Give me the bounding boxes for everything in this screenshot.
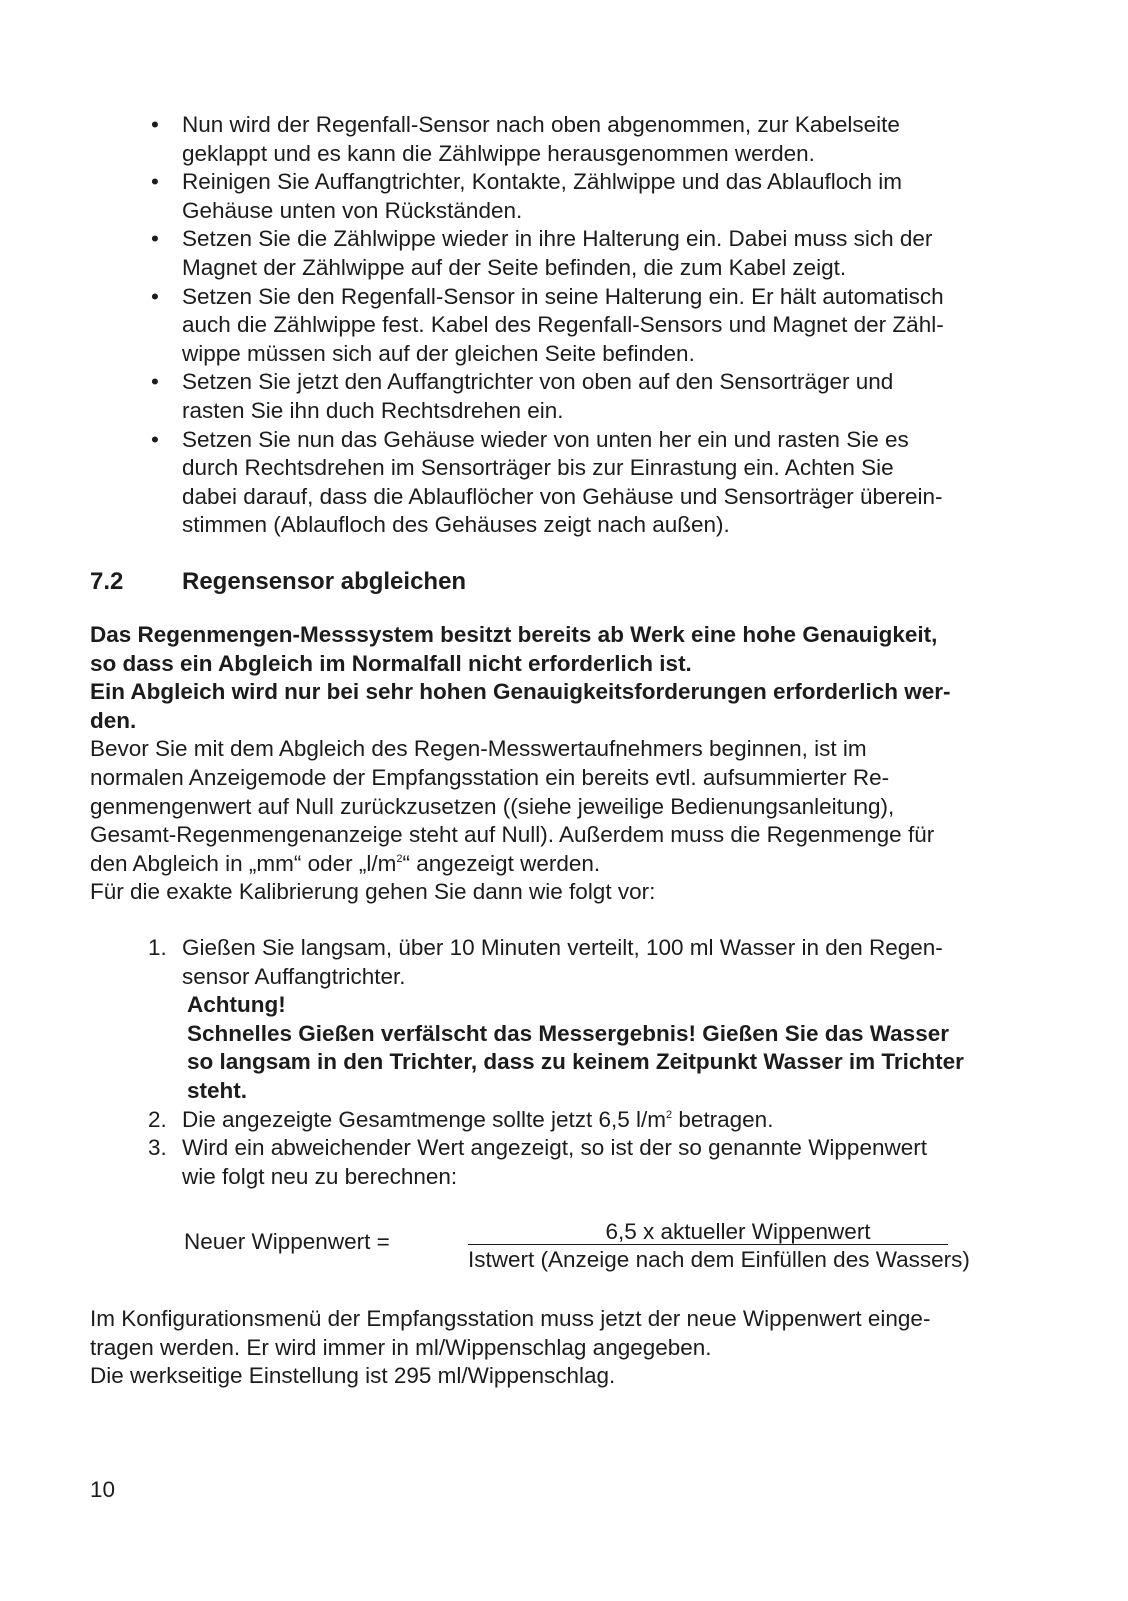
step-line [182, 1106, 1048, 1135]
formula-fraction [468, 1220, 1018, 1275]
warning-line: so langsam in den Trichter, dass zu keinem Zeitpunkt Wasser im Trichter [187, 1049, 964, 1075]
closing-paragraph [90, 1305, 1050, 1391]
superscript-two: 2 [396, 852, 403, 865]
bullet-line: Gehäuse unten von Rückständen. [182, 197, 523, 223]
step-text: Die angezeigte Gesamtmenge sollte jetzt 6,5 l/m [182, 1106, 666, 1132]
intro-line: Für die exakte Kalibrierung gehen Sie dann wie folgt vor: [90, 879, 656, 905]
bullet-symbol: • [151, 369, 159, 395]
closing-line: Die werkseitige Einstellung ist 295 ml/Wippenschlag. [90, 1363, 616, 1389]
bullet-line: geklappt und es kann die Zählwippe herausgenommen werden. [182, 140, 815, 166]
warning-line: Schnelles Gießen verfälscht das Messergebnis! Gießen Sie das Wasser [187, 1020, 949, 1046]
bullet-line: Setzen Sie nun das Gehäuse wieder von unten her ein und rasten Sie es [182, 426, 909, 452]
intro-block [90, 621, 1050, 907]
formula-numerator: 6,5 x aktueller Wippenwert [468, 1220, 948, 1245]
bullet-item [148, 368, 1048, 425]
warning-title: Achtung! [187, 992, 286, 1018]
bullet-line: auch die Zählwippe fest. Kabel des Regenfall-Sensors und Magnet der Zähl- [182, 312, 944, 338]
step-line: sensor Auffangtrichter. [182, 963, 406, 989]
step-line: wie folgt neu zu berechnen: [182, 1163, 458, 1189]
bullet-line: Reinigen Sie Auffangtrichter, Kontakte, Zählwippe und das Ablaufloch im [182, 169, 903, 195]
bullet-item [148, 111, 1048, 168]
closing-line: Im Konfigurationsmenü der Empfangsstation muss jetzt der neue Wippenwert einge- [90, 1306, 931, 1331]
intro-line: Gesamt-Regenmengenanzeige steht auf Null). Außerdem muss die Regenmenge für [90, 822, 935, 848]
bullet-item [148, 168, 1048, 225]
bullet-symbol: • [151, 226, 159, 252]
section-title: Regensensor abgleichen [182, 568, 467, 595]
bullet-line: Setzen Sie die Zählwippe wieder in ihre Halterung ein. Dabei muss sich der [182, 226, 933, 252]
intro-line: normalen Anzeigemode der Empfangsstation ein bereits evtl. aufsummierter Re- [90, 764, 890, 790]
step-text: betragen. [672, 1106, 774, 1132]
bullet-line: wippe müssen sich auf der gleichen Seite befinden. [182, 340, 695, 366]
step-item [148, 1134, 1048, 1191]
intro-bold-line: den. [90, 707, 137, 733]
intro-line: genmengenwert auf Null zurückzusetzen ((siehe jeweilige Bedienungsanleitung), [90, 793, 895, 819]
bullet-line: Setzen Sie jetzt den Auffangtrichter von oben auf den Sensorträger und [182, 369, 894, 395]
section-number: 7.2 [90, 568, 124, 595]
bullet-line: durch Rechtsdrehen im Sensorträger bis zur Einrastung ein. Achten Sie [182, 455, 894, 481]
wippenwert-formula [184, 1220, 1044, 1290]
bullet-item [148, 426, 1048, 540]
superscript-two: 2 [666, 1108, 673, 1121]
intro-bold-line: Ein Abgleich wird nur bei sehr hohen Genauigkeitsforderungen erforderlich wer- [90, 679, 951, 705]
intro-bold-line: so dass ein Abgleich im Normalfall nicht erforderlich ist. [90, 650, 692, 676]
formula-label: Neuer Wippenwert = [184, 1229, 390, 1254]
bullet-line: Nun wird der Regenfall-Sensor nach oben abgenommen, zur Kabelseite [182, 112, 900, 137]
intro-line: Bevor Sie mit dem Abgleich des Regen-Messwertaufnehmers beginnen, ist im [90, 736, 867, 762]
step-line: Gießen Sie langsam, über 10 Minuten verteilt, 100 ml Wasser in den Regen- [182, 935, 943, 960]
bullet-line: Setzen Sie den Regenfall-Sensor in seine Halterung ein. Er hält automatisch [182, 283, 944, 309]
bullet-line: stimmen (Ablaufloch des Gehäuses zeigt nach außen). [182, 512, 730, 538]
warning-line: steht. [187, 1077, 248, 1103]
step-item [148, 934, 1048, 1106]
intro-bold-line: Das Regenmengen-Messsystem besitzt bereits ab Werk eine hohe Genauigkeit, [90, 622, 938, 647]
unit-line-text: “ angezeigt werden. [402, 850, 601, 876]
calibration-steps [148, 934, 1048, 1191]
section-heading [90, 566, 990, 598]
unit-line-text: den Abgleich in „mm“ oder „l/m [90, 850, 397, 876]
bullet-symbol: • [151, 169, 159, 195]
step-number: 2. [148, 1106, 167, 1132]
step-number: 1. [148, 935, 167, 960]
formula-denominator: Istwert (Anzeige nach dem Einfüllen des Wassers) [468, 1247, 970, 1272]
step-line: Wird ein abweichender Wert angezeigt, so ist der so genannte Wippenwert [182, 1135, 927, 1161]
bullet-line: dabei darauf, dass die Ablauflöcher von Gehäuse und Sensorträger überein- [182, 483, 943, 509]
step-number: 3. [148, 1135, 167, 1161]
bullet-item [148, 283, 1048, 369]
step-item [148, 1106, 1048, 1135]
closing-line: tragen werden. Er wird immer in ml/Wippenschlag angegeben. [90, 1334, 712, 1360]
bullet-symbol: • [151, 426, 159, 452]
bullet-symbol: • [151, 283, 159, 309]
bullet-symbol: • [151, 112, 159, 137]
maintenance-bullet-list [148, 111, 1048, 540]
bullet-item [148, 225, 1048, 282]
page-number: 10 [90, 1477, 116, 1502]
bullet-line: rasten Sie ihn duch Rechtsdrehen ein. [182, 397, 564, 423]
intro-unit-line [90, 850, 1050, 879]
bullet-line: Magnet der Zählwippe auf der Seite befinden, die zum Kabel zeigt. [182, 254, 847, 280]
